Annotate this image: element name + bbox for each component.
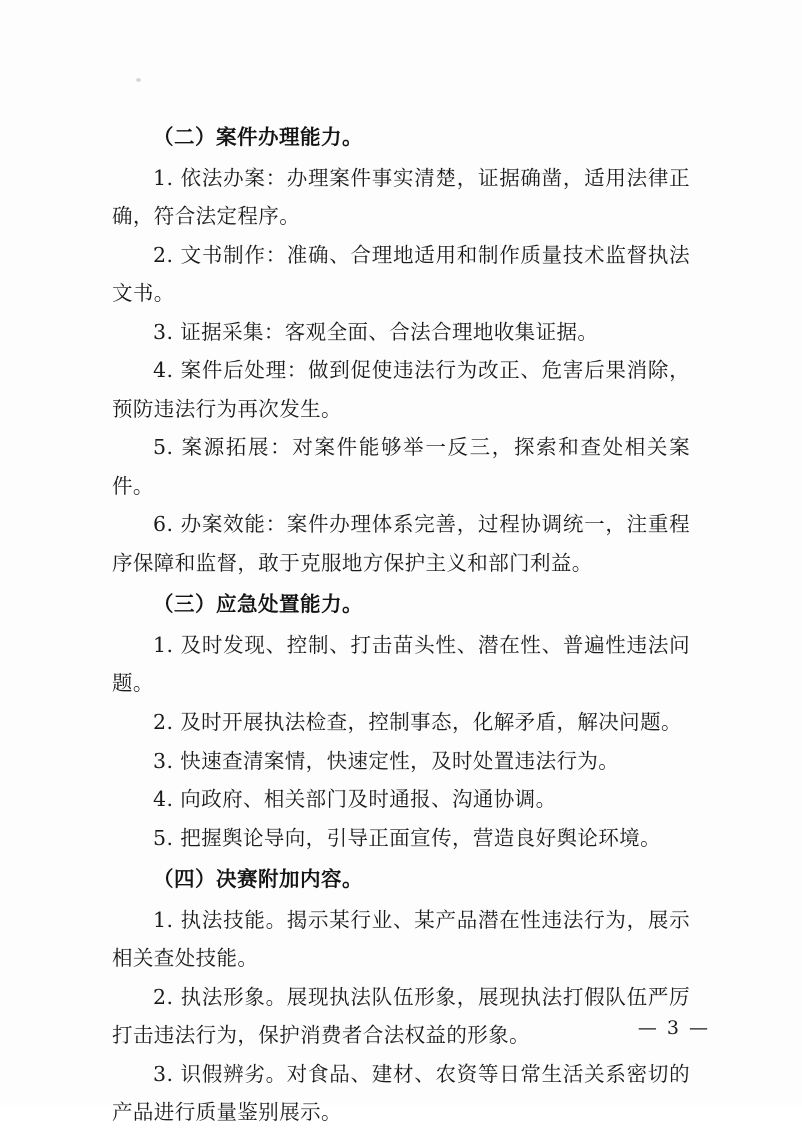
paragraph: 5. 把握舆论导向，引导正面宣传，营造良好舆论环境。 xyxy=(153,825,661,850)
scan-speck xyxy=(136,78,141,82)
paragraph: 2. 文书制作：准确、合理地适用和制作质量技术监督执法文书。 xyxy=(112,242,690,306)
section-emergency-response xyxy=(112,585,690,857)
paragraph: 1. 执法技能。揭示某行业、某产品潜在性违法行为，展示相关查处技能。 xyxy=(112,907,690,971)
section-heading: （三）应急处置能力。 xyxy=(153,592,363,617)
paragraph: 2. 执法形象。展现执法队伍形象，展现执法打假队伍严厉打击违法行为，保护消费者合法权益的形象。 xyxy=(112,984,690,1048)
paragraph: 4. 案件后处理：做到促使违法行为改正、危害后果消除，预防违法行为再次发生。 xyxy=(112,358,690,421)
paragraph: 3. 快速查清案情，快速定性，及时处置违法行为。 xyxy=(153,748,620,773)
paragraph: 6. 办案效能：案件办理体系完善，过程协调统一，注重程序保障和监督，敢于克服地方保护主义和部门利益。 xyxy=(112,512,690,575)
paragraph: 5. 案源拓展：对案件能够举一反三，探索和查处相关案件。 xyxy=(112,435,690,498)
paragraph: 3. 证据采集：客观全面、合法合理地收集证据。 xyxy=(153,319,599,344)
paragraph: 2. 及时开展执法检查，控制事态，化解矛盾，解决问题。 xyxy=(153,709,682,734)
section-heading: （四）决赛附加内容。 xyxy=(153,867,363,892)
section-final-extra-content xyxy=(112,860,690,1132)
section-heading: （二）案件办理能力。 xyxy=(153,125,363,149)
paragraph: 1. 依法办案：办理案件事实清楚，证据确凿，适用法律正确，符合法定程序。 xyxy=(112,165,690,229)
paragraph: 1. 及时发现、控制、打击苗头性、潜在性、普遍性违法问题。 xyxy=(112,632,690,696)
paragraph: 3. 识假辨劣。对食品、建材、农资等日常生活关系密切的产品进行质量鉴别展示。 xyxy=(112,1061,690,1125)
paragraph: 4. 向政府、相关部门及时通报、沟通协调。 xyxy=(153,787,557,812)
document-body xyxy=(112,118,690,1132)
page-number: — 3 — xyxy=(637,1017,710,1039)
section-case-handling xyxy=(112,118,690,582)
